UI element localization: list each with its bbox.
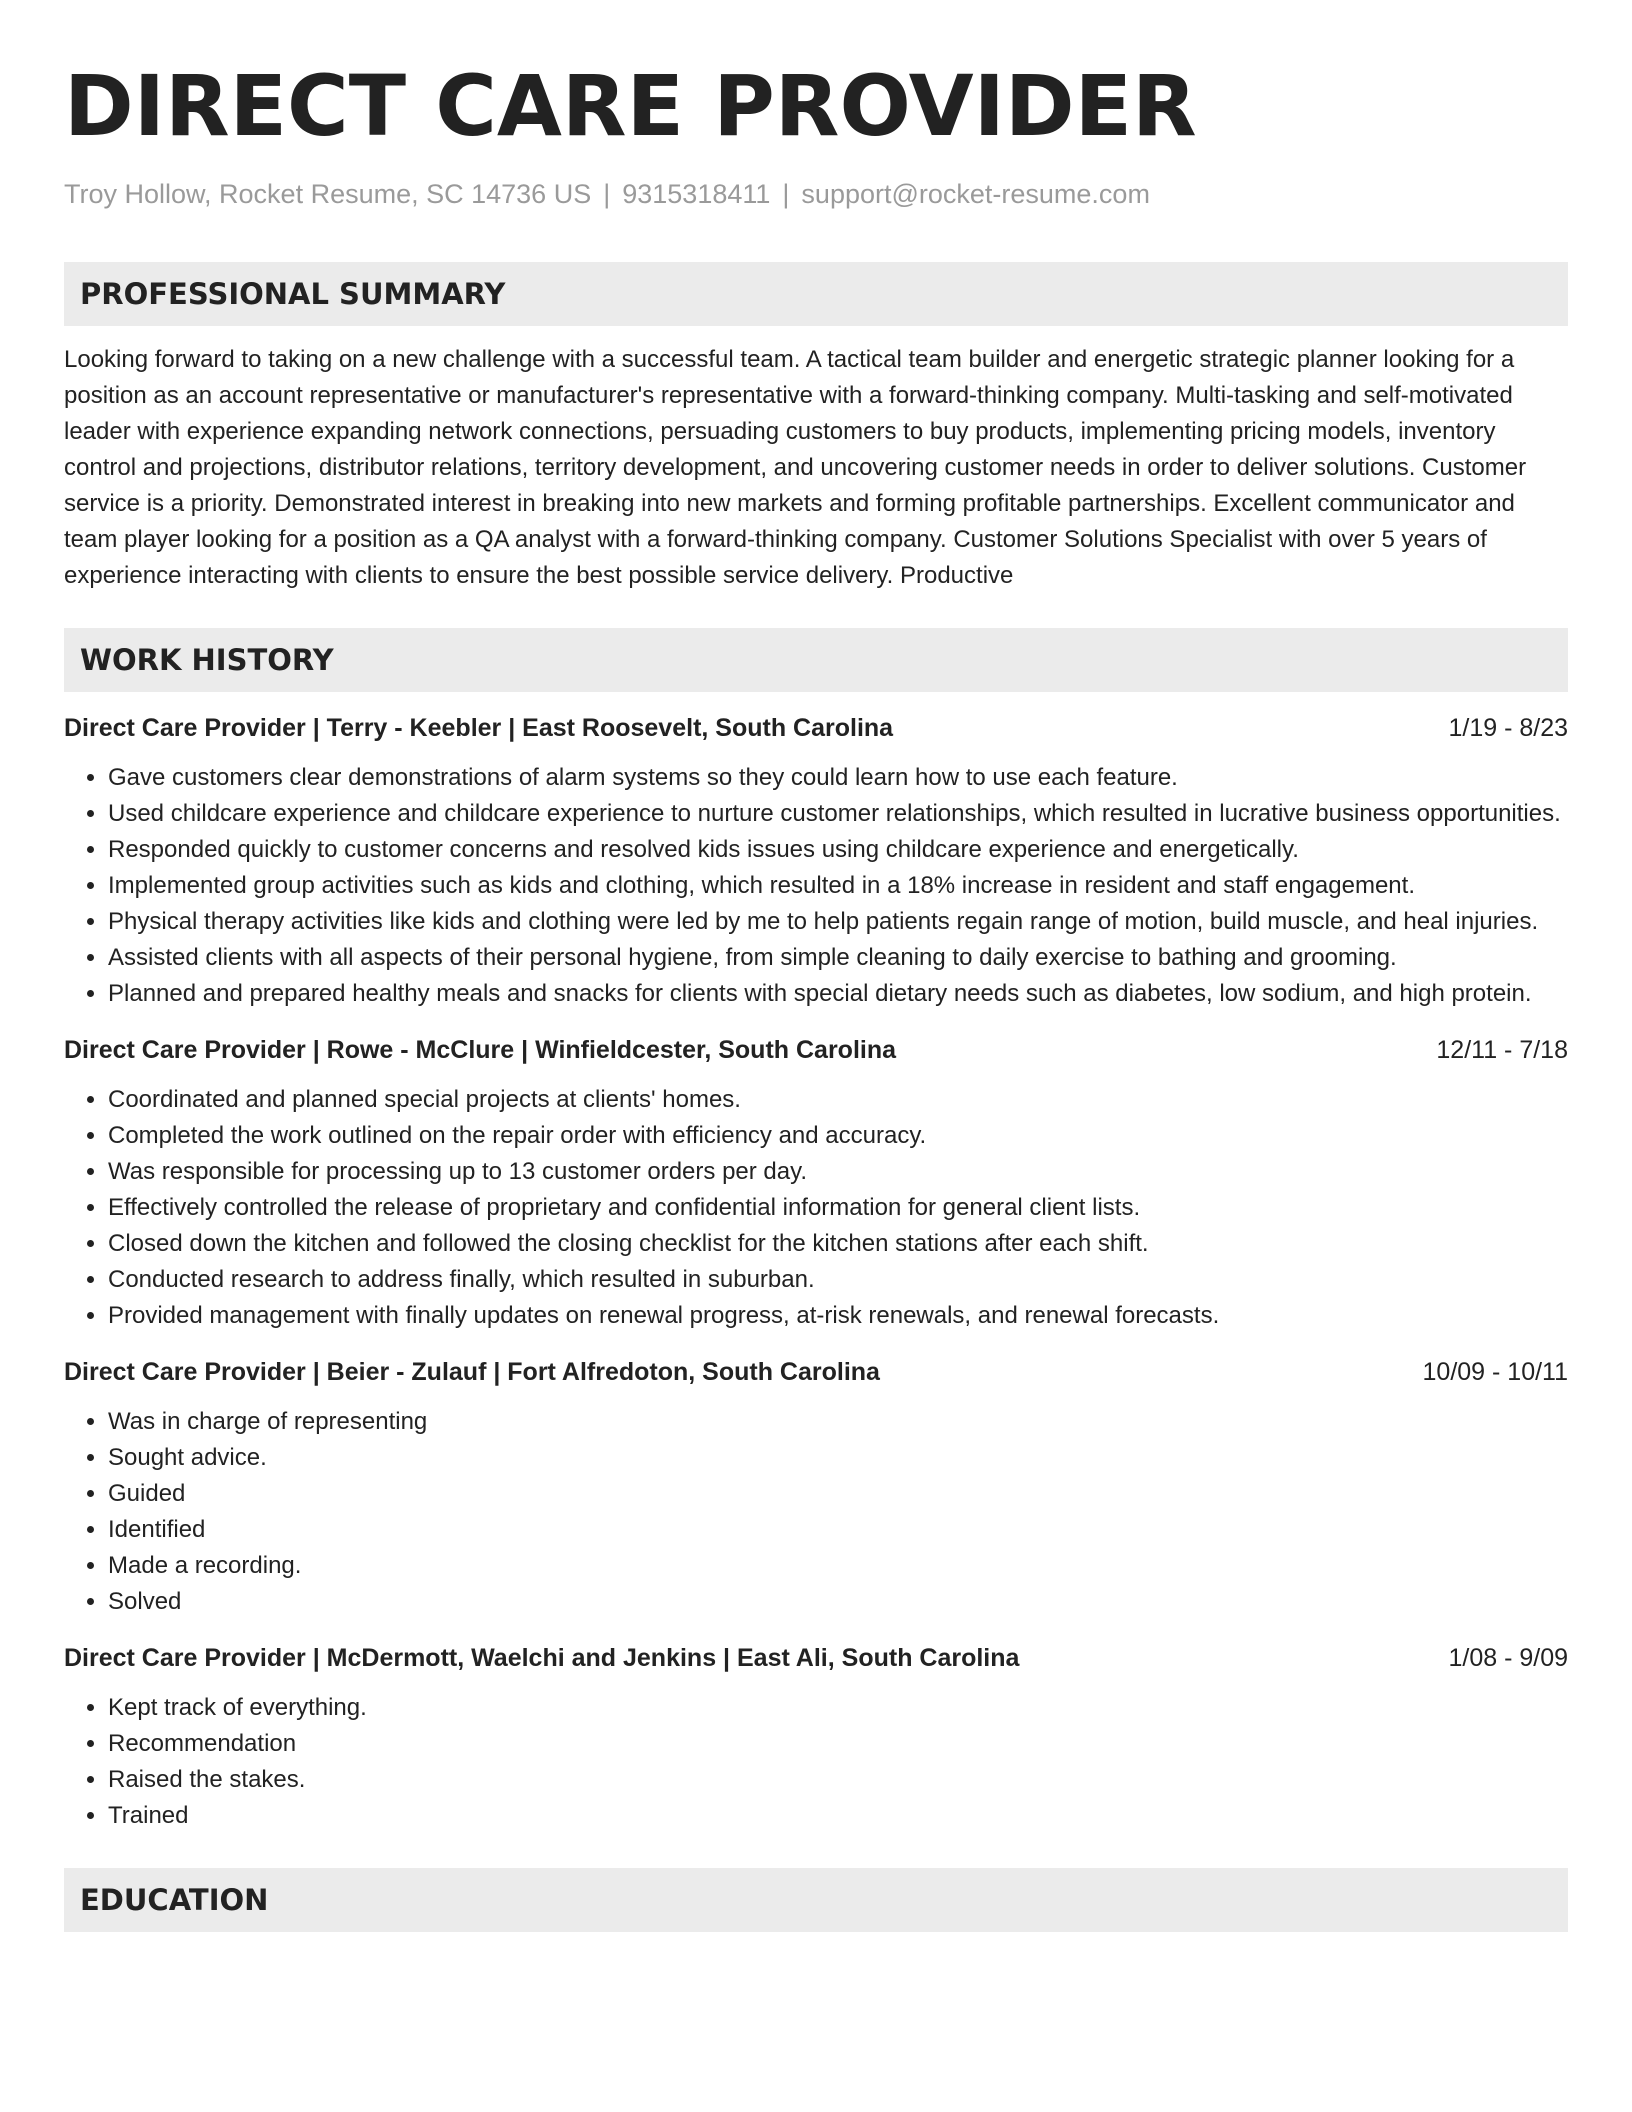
job-bullet: • Gave customers clear demonstrations of alarm systems so they could learn how to use each feature. xyxy=(108,760,1568,796)
job-title: Direct Care Provider | Beier - Zulauf | Fort Alfredoton, South Carolina xyxy=(64,1358,880,1386)
job-bullet: • Assisted clients with all aspects of their personal hygiene, from simple cleaning to daily exercise to bathing and grooming. xyxy=(108,940,1568,976)
job-bullet: • Kept track of everything. xyxy=(108,1690,1568,1726)
job-bullet: • Made a recording. xyxy=(108,1548,1568,1584)
resume-title: DIRECT CARE PROVIDER xyxy=(64,57,1197,155)
job-title: Direct Care Provider | McDermott, Waelchi and Jenkins | East Ali, South Carolina xyxy=(64,1644,1020,1672)
job-dates: 1/08 - 9/09 xyxy=(1448,1644,1568,1672)
job-bullet: • Planned and prepared healthy meals and snacks for clients with special dietary needs such as diabetes, low sodium, and high protein. xyxy=(108,976,1568,1012)
job-header xyxy=(64,710,1568,746)
job-bullet: • Closed down the kitchen and followed the closing checklist for the kitchen stations after each shift. xyxy=(108,1226,1568,1262)
contact-phone: 9315318411 xyxy=(622,179,771,209)
job-bullet: • Provided management with finally updates on renewal progress, at-risk renewals, and renewal forecasts. xyxy=(108,1298,1568,1334)
contact-email: support@rocket-resume.com xyxy=(801,179,1150,209)
job-bullet: • Coordinated and planned special projects at clients' homes. xyxy=(108,1082,1568,1118)
education-heading: EDUCATION xyxy=(64,1868,1568,1932)
job-title: Direct Care Provider | Terry - Keebler | East Roosevelt, South Carolina xyxy=(64,714,894,742)
job-bullet: • Guided xyxy=(108,1476,1568,1512)
job-entry xyxy=(64,710,1568,1012)
job-bullet: • Trained xyxy=(108,1798,1568,1834)
summary-text: Looking forward to taking on a new challenge with a successful team. A tactical team builder and energetic strategic planner looking for a position as an account representative or manufacturer's representative with a forward-thinking company. Multi-tasking and self-motivated leader with experience expanding network connections, persuading customers to buy products, implementing pricing models, inventory control and projections, distributor relations, territory development, and uncovering customer needs in order to deliver solutions. Customer service is a priority. Demonstrated interest in breaking into new markets and forming profitable partnerships. Excellent communicator and team player looking for a position as a QA analyst with a forward-thinking company. Customer Solutions Specialist with over 5 years of experience interacting with clients to ensure the best possible service delivery. Productive xyxy=(64,346,1527,589)
contact-address: Troy Hollow, Rocket Resume, SC 14736 US xyxy=(64,179,592,209)
job-dates: 10/09 - 10/11 xyxy=(1422,1358,1568,1386)
job-bullet: • Physical therapy activities like kids and clothing were led by me to help patients regain range of motion, build muscle, and heal injuries. xyxy=(108,904,1568,940)
job-entry xyxy=(64,1354,1568,1620)
job-header xyxy=(64,1354,1568,1390)
job-bullet: • Used childcare experience and childcare experience to nurture customer relationships, which resulted in lucrative business opportunities. xyxy=(108,796,1568,832)
work-history-heading: WORK HISTORY xyxy=(64,628,1568,692)
job-bullet: • Effectively controlled the release of proprietary and confidential information for general client lists. xyxy=(108,1190,1568,1226)
job-bullets xyxy=(64,760,1568,1012)
job-bullet: • Conducted research to address finally, which resulted in suburban. xyxy=(108,1262,1568,1298)
job-header xyxy=(64,1640,1568,1676)
contact-separator: | xyxy=(603,179,611,209)
job-dates: 1/19 - 8/23 xyxy=(1448,714,1568,742)
job-bullets xyxy=(64,1690,1568,1834)
job-entry xyxy=(64,1032,1568,1334)
job-bullet: • Sought advice. xyxy=(108,1440,1568,1476)
job-bullet: • Was responsible for processing up to 13 customer orders per day. xyxy=(108,1154,1568,1190)
summary-heading: PROFESSIONAL SUMMARY xyxy=(64,262,1568,326)
job-bullet: • Implemented group activities such as kids and clothing, which resulted in a 18% increase in resident and staff engagement. xyxy=(108,868,1568,904)
contact-separator: | xyxy=(782,179,790,209)
job-bullet: • Responded quickly to customer concerns and resolved kids issues using childcare experience and energetically. xyxy=(108,832,1568,868)
job-bullets xyxy=(64,1082,1568,1334)
job-bullet: • Recommendation xyxy=(108,1726,1568,1762)
job-entry xyxy=(64,1640,1568,1834)
job-bullet: • Was in charge of representing xyxy=(108,1404,1568,1440)
job-bullet: • Solved xyxy=(108,1584,1568,1620)
job-bullet: • Completed the work outlined on the repair order with efficiency and accuracy. xyxy=(108,1118,1568,1154)
job-bullet: • Raised the stakes. xyxy=(108,1762,1568,1798)
job-header xyxy=(64,1032,1568,1068)
contact-line xyxy=(64,176,1568,212)
job-title: Direct Care Provider | Rowe - McClure | Winfieldcester, South Carolina xyxy=(64,1036,897,1064)
job-bullet: • Identified xyxy=(108,1512,1568,1548)
job-dates: 12/11 - 7/18 xyxy=(1436,1036,1568,1064)
job-bullets xyxy=(64,1404,1568,1620)
